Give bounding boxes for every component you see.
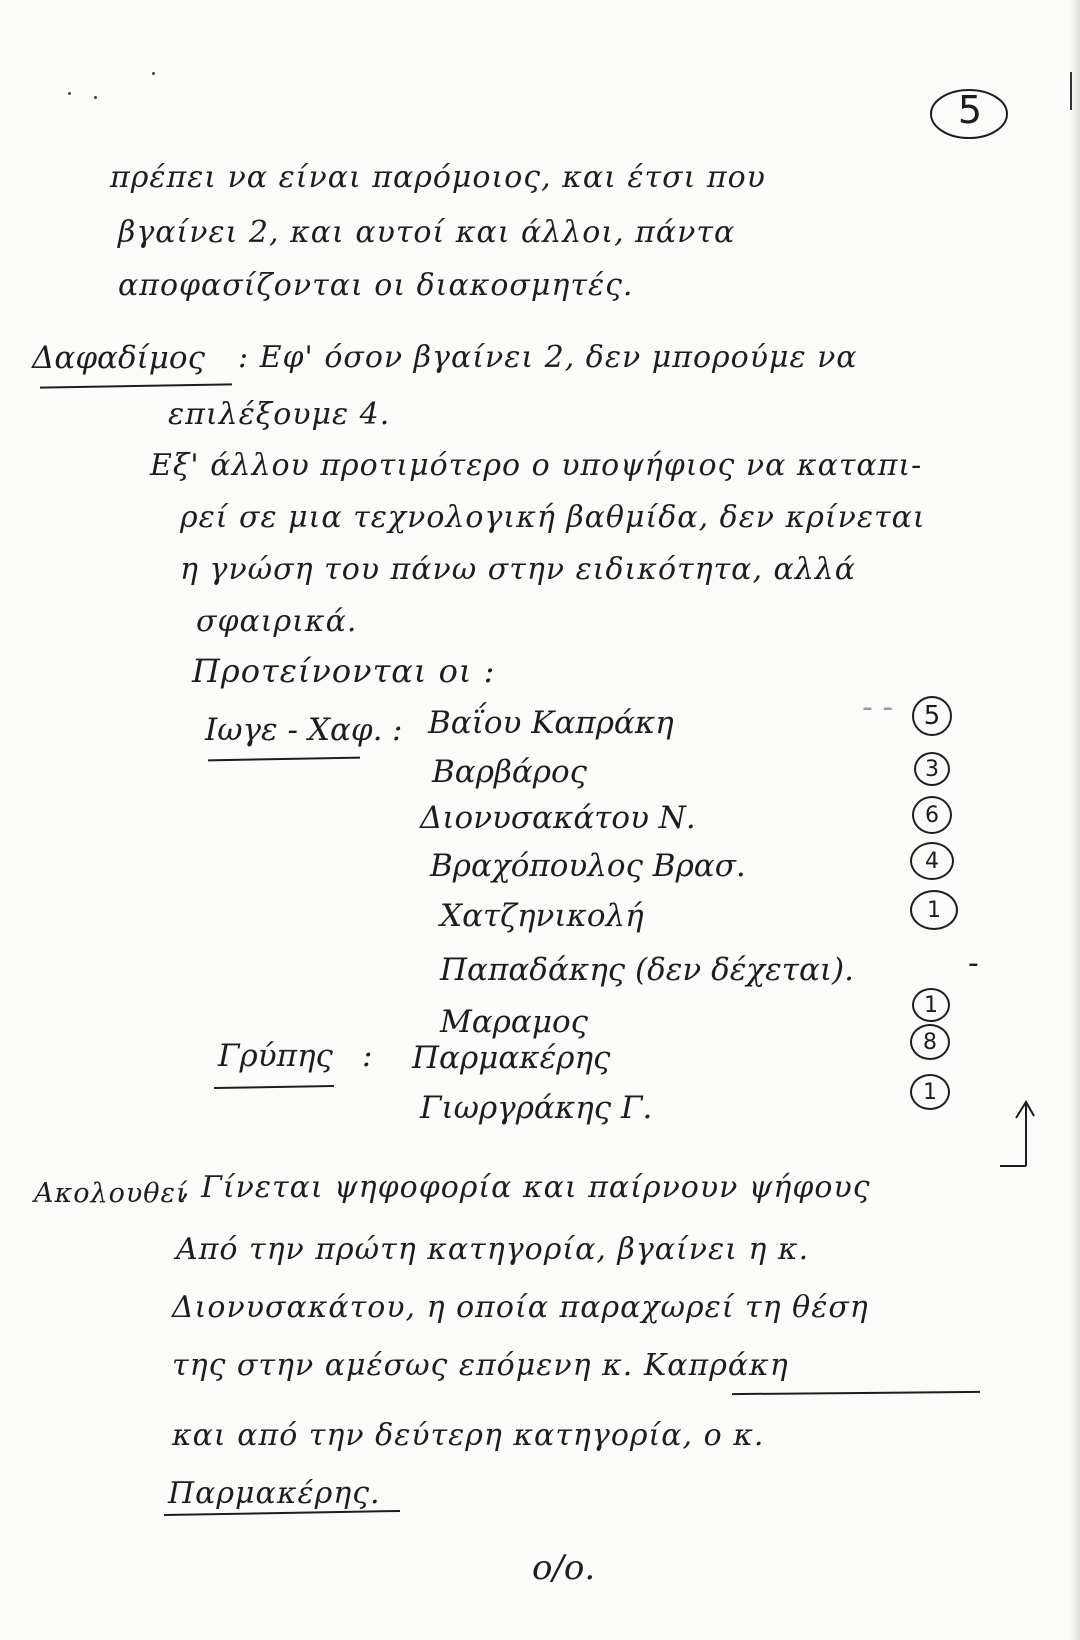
- candidate-name: Βαρβάρος: [432, 754, 588, 790]
- scan-edge: [1070, 0, 1080, 1640]
- paragraph-1-line-1: πρέπει να είναι παρόμοιος, και έτσι που: [110, 160, 766, 195]
- score-circle: 1: [912, 988, 950, 1022]
- faint-dashes: - -: [862, 690, 894, 725]
- paragraph-2-line-4: σφαιρικά.: [196, 604, 358, 639]
- group-2-underline: [214, 1085, 334, 1089]
- score-circle: 1: [910, 890, 958, 930]
- margin-word: Ακολουθεί: [34, 1178, 188, 1209]
- candidate-name: Βραχόπουλος Βρασ.: [430, 848, 746, 884]
- paragraph-2-line-1: Εξ' άλλου προτιμότερο ο υποψήφιος να καταπι-: [150, 448, 923, 483]
- score-circle: 6: [912, 796, 952, 834]
- group-2-label: Γρύπης: [218, 1038, 333, 1074]
- speck: [152, 72, 155, 75]
- candidate-name: Διονυσακάτου Ν.: [420, 800, 696, 836]
- candidate-name: Μαραμος: [440, 1004, 589, 1040]
- dasabiris-line-2: επιλέξουμε 4.: [168, 397, 391, 432]
- paragraph-1-line-3: αποφασίζονται οι διακοσμητές.: [118, 268, 634, 303]
- trailing-dash: -: [968, 946, 979, 981]
- dasabiris-line-1: : Εφ' όσον βγαίνει 2, δεν μπορούμε να: [238, 340, 858, 375]
- group-1-colon: :: [392, 712, 403, 748]
- arrow-up-icon: [998, 1094, 1048, 1174]
- conclusion-line-6: Παρμακέρης.: [168, 1476, 381, 1511]
- page-number: 5: [957, 88, 983, 132]
- candidate-name: Χατζηνικολή: [440, 898, 644, 934]
- score-circle: 3: [914, 752, 950, 786]
- score-circle: 1: [910, 1074, 950, 1110]
- score-circle: 4: [910, 842, 954, 880]
- conclusion-line-4: της στην αμέσως επόμενη κ. Καπράκη: [172, 1348, 789, 1383]
- score-circle: 8: [910, 1024, 950, 1060]
- end-mark: ο/ο.: [532, 1548, 596, 1588]
- speck: [94, 96, 97, 99]
- group-1-underline: [208, 757, 360, 762]
- speck: [68, 92, 71, 95]
- speaker-underline: [40, 383, 232, 388]
- candidate-name: Γιωργράκης Γ.: [420, 1090, 653, 1126]
- paragraph-2-line-3: η γνώση του πάνω στην ειδικότητα, αλλά: [180, 552, 857, 587]
- group-2-colon: :: [362, 1038, 373, 1074]
- conclusion-line-1: , Γίνεται ψηφοφορία και παίρνουν ψήφους: [180, 1170, 871, 1205]
- score-circle: 5: [912, 696, 952, 736]
- paragraph-2-line-2: ρεί σε μια τεχνολογική βαθμίδα, δεν κρίνεται: [180, 500, 926, 535]
- candidate-name: Βαΐου Καπράκη: [428, 705, 674, 741]
- scan-mark: [1070, 72, 1072, 110]
- speaker-label-dasabiris: Δαφαδίμος: [32, 340, 205, 376]
- candidate-name: Παρμακέρης: [412, 1040, 611, 1076]
- candidate-name: Παπαδάκης (δεν δέχεται).: [440, 952, 854, 988]
- paragraph-1-line-2: βγαίνει 2, και αυτοί και άλλοι, πάντα: [118, 215, 736, 250]
- conclusion-line-3: Διονυσακάτου, η οποία παραχωρεί τη θέση: [172, 1290, 869, 1325]
- conclusion-line-2: Από την πρώτη κατηγορία, βγαίνει η κ.: [176, 1232, 810, 1267]
- group-1-label: Ιωγε - Χαφ.: [205, 712, 383, 748]
- conclusion-line-5: και από την δεύτερη κατηγορία, ο κ.: [172, 1418, 765, 1453]
- proposed-intro: Προτείνονται οι :: [192, 652, 496, 690]
- name-underline: [732, 1391, 980, 1395]
